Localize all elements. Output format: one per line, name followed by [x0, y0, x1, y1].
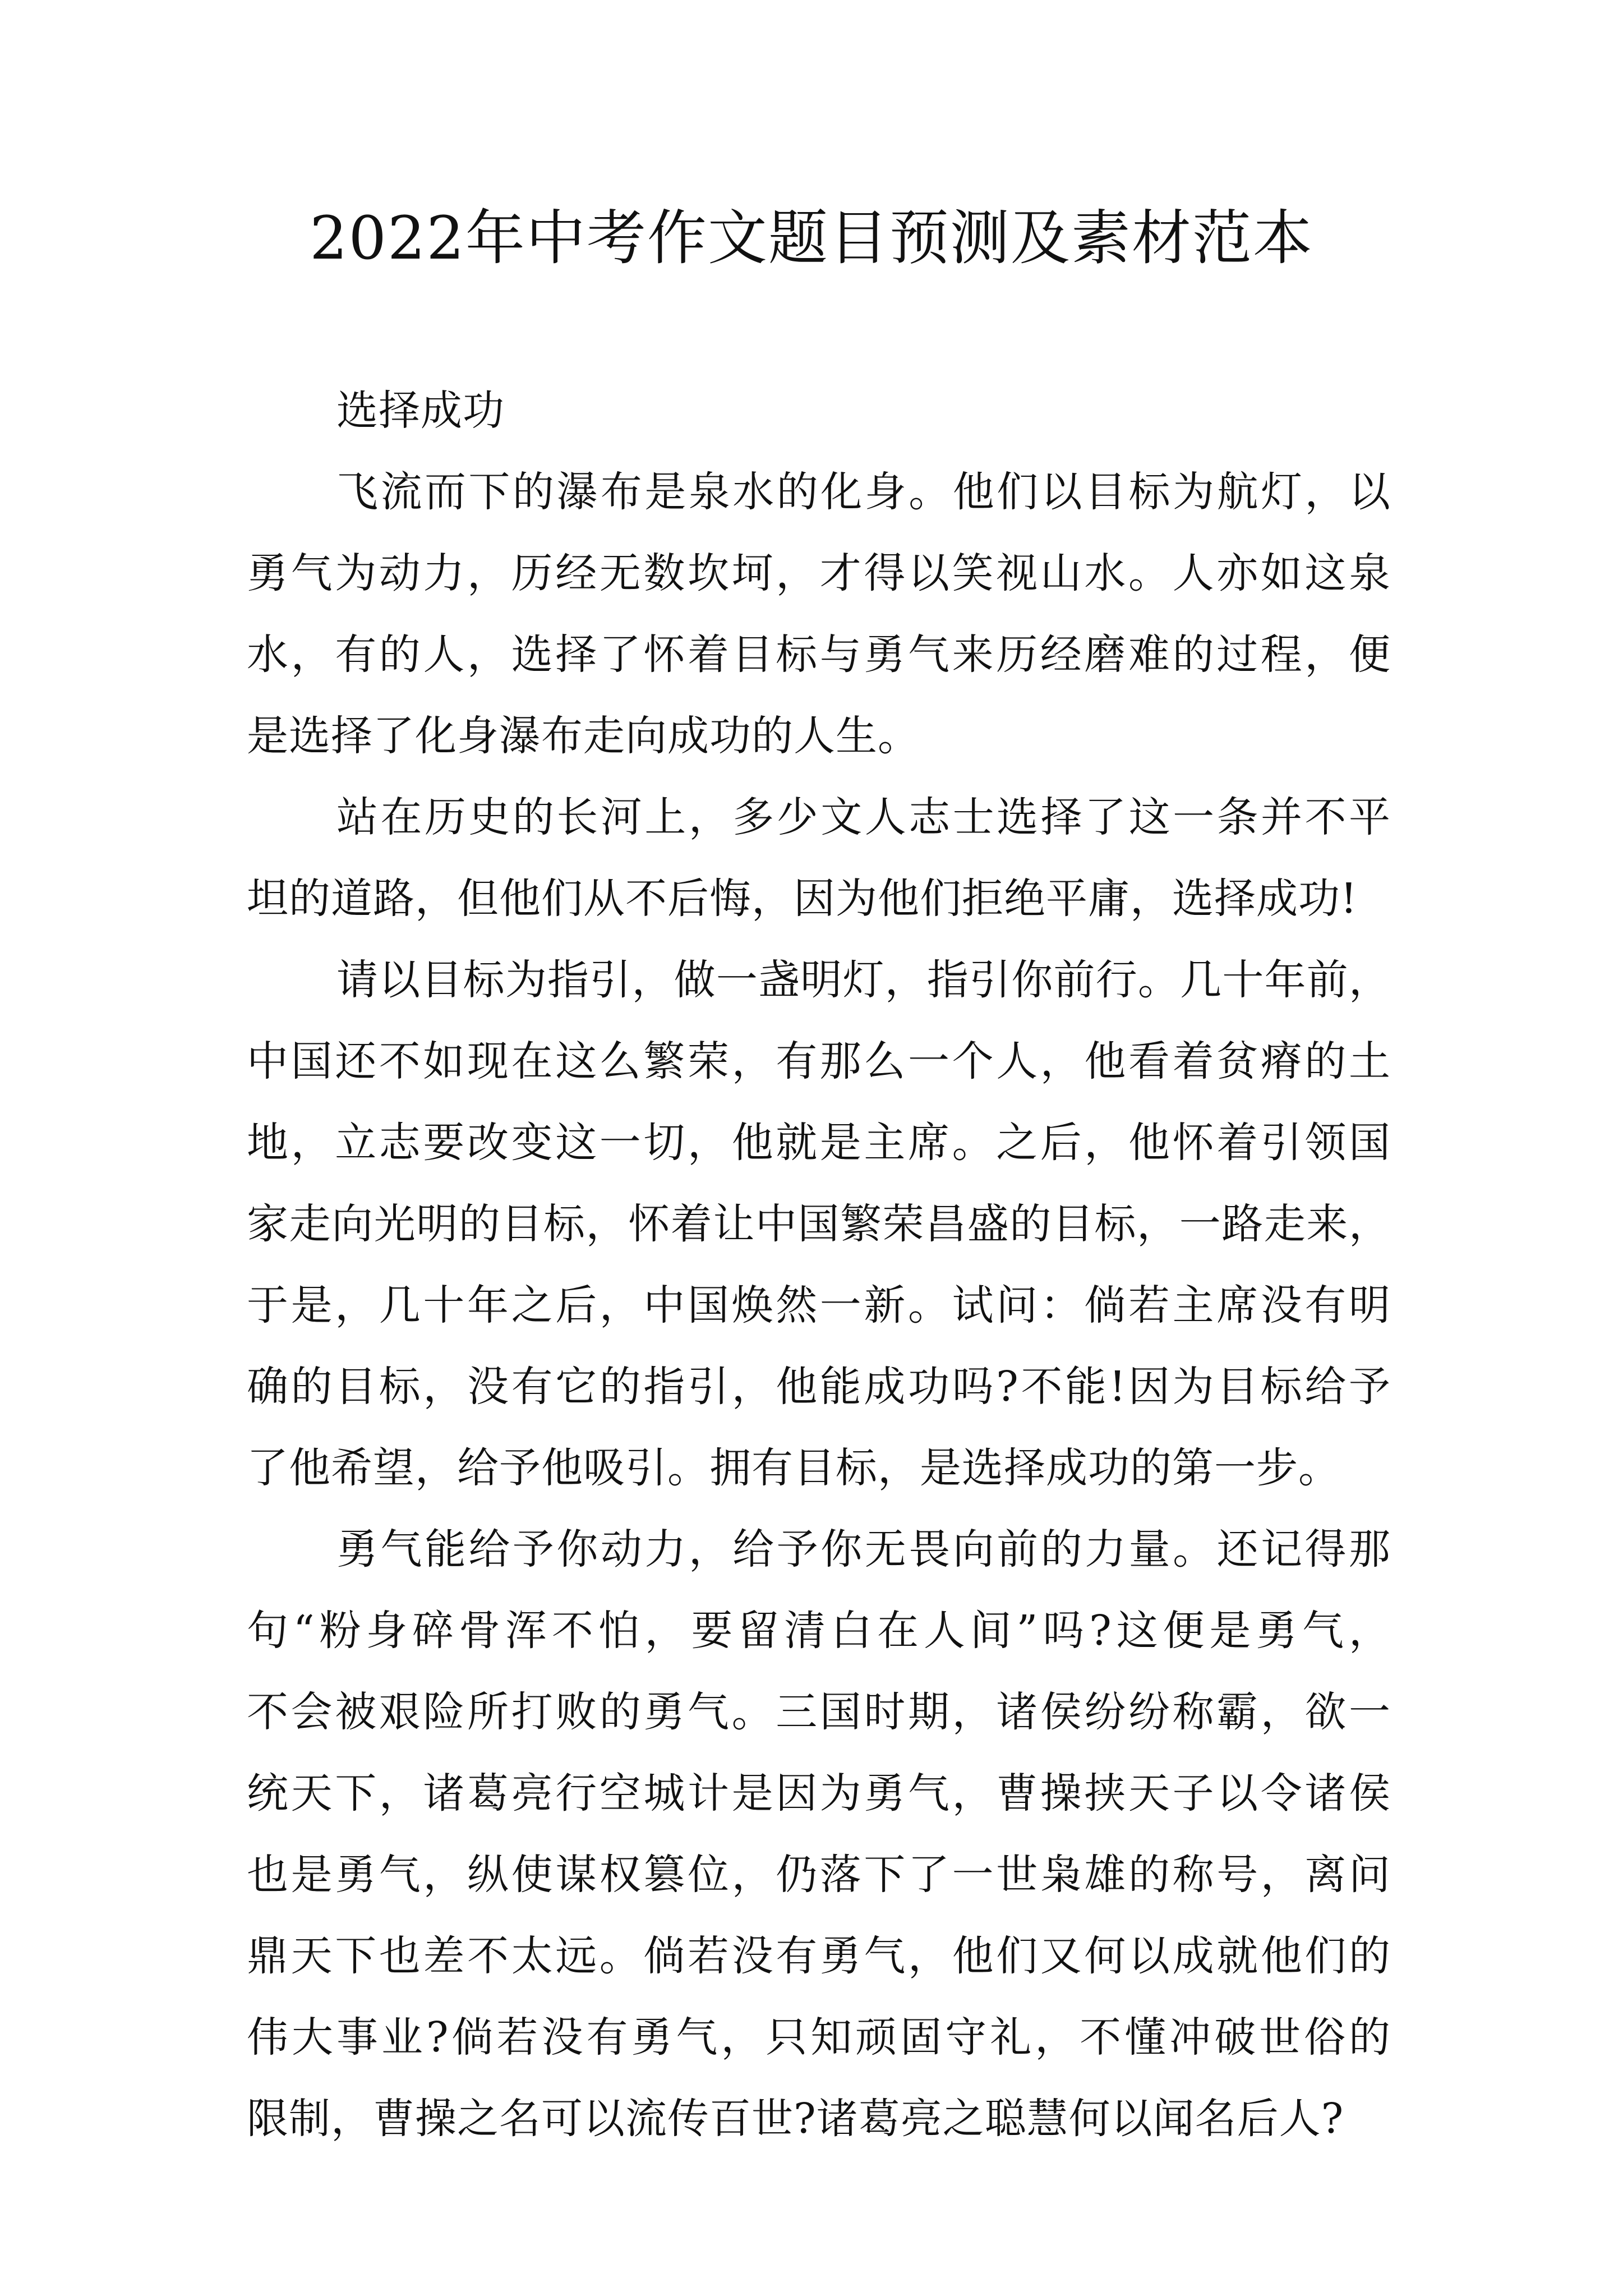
body-line: 是选择了化身瀑布走向成功的人生。 — [247, 712, 920, 760]
body-line: 地，立志要改变这一切，他就是主席。之后，他怀着引领国 — [247, 1119, 1391, 1167]
body-line: 家走向光明的目标，怀着让中国繁荣昌盛的目标，一路走来， — [247, 1200, 1391, 1248]
body-line: 于是，几十年之后，中国焕然一新。试问：倘若主席没有明 — [247, 1281, 1391, 1329]
body-line: 水，有的人，选择了怀着目标与勇气来历经磨难的过程，便 — [247, 631, 1391, 679]
body-line: 选择成功 — [336, 386, 505, 435]
body-line: 飞流而下的瀑布是泉水的化身。他们以目标为航灯，以 — [336, 468, 1391, 516]
body-line: 鼎天下也差不太远。倘若没有勇气，他们又何以成就他们的 — [247, 1932, 1391, 1980]
body-line: 请以目标为指引，做一盏明灯，指引你前行。几十年前， — [336, 956, 1391, 1004]
body-line: 中国还不如现在这么繁荣，有那么一个人，他看着贫瘠的土 — [247, 1037, 1391, 1085]
document-body — [247, 370, 1391, 2160]
body-line: 不会被艰险所打败的勇气。三国时期，诸侯纷纷称霸，欲一 — [247, 1688, 1391, 1736]
body-line: 限制，曹操之名可以流传百世?诸葛亮之聪慧何以闻名后人? — [247, 2095, 1344, 2143]
document-title: 2022年中考作文题目预测及素材范本 — [310, 204, 1313, 273]
body-line: 也是勇气，纵使谋权篡位，仍落下了一世枭雄的称号，离问 — [247, 1851, 1391, 1899]
body-line: 站在历史的长河上，多少文人志士选择了这一条并不平 — [336, 793, 1391, 841]
body-line: 坦的道路，但他们从不后悔，因为他们拒绝平庸，选择成功! — [247, 875, 1358, 923]
body-line: 句“粉身碎骨浑不怕，要留清白在人间”吗?这便是勇气， — [247, 1607, 1391, 1655]
body-line: 了他希望，给予他吸引。拥有目标，是选择成功的第一步。 — [247, 1444, 1340, 1492]
body-line: 统天下，诸葛亮行空城计是因为勇气，曹操挟天子以令诸侯 — [247, 1769, 1391, 1818]
body-line: 勇气为动力，历经无数坎坷，才得以笑视山水。人亦如这泉 — [247, 549, 1391, 597]
body-line: 确的目标，没有它的指引，他能成功吗?不能!因为目标给予 — [247, 1363, 1391, 1411]
body-line: 勇气能给予你动力，给予你无畏向前的力量。还记得那 — [336, 1525, 1391, 1573]
body-line: 伟大事业?倘若没有勇气，只知顽固守礼，不懂冲破世俗的 — [247, 2013, 1391, 2062]
